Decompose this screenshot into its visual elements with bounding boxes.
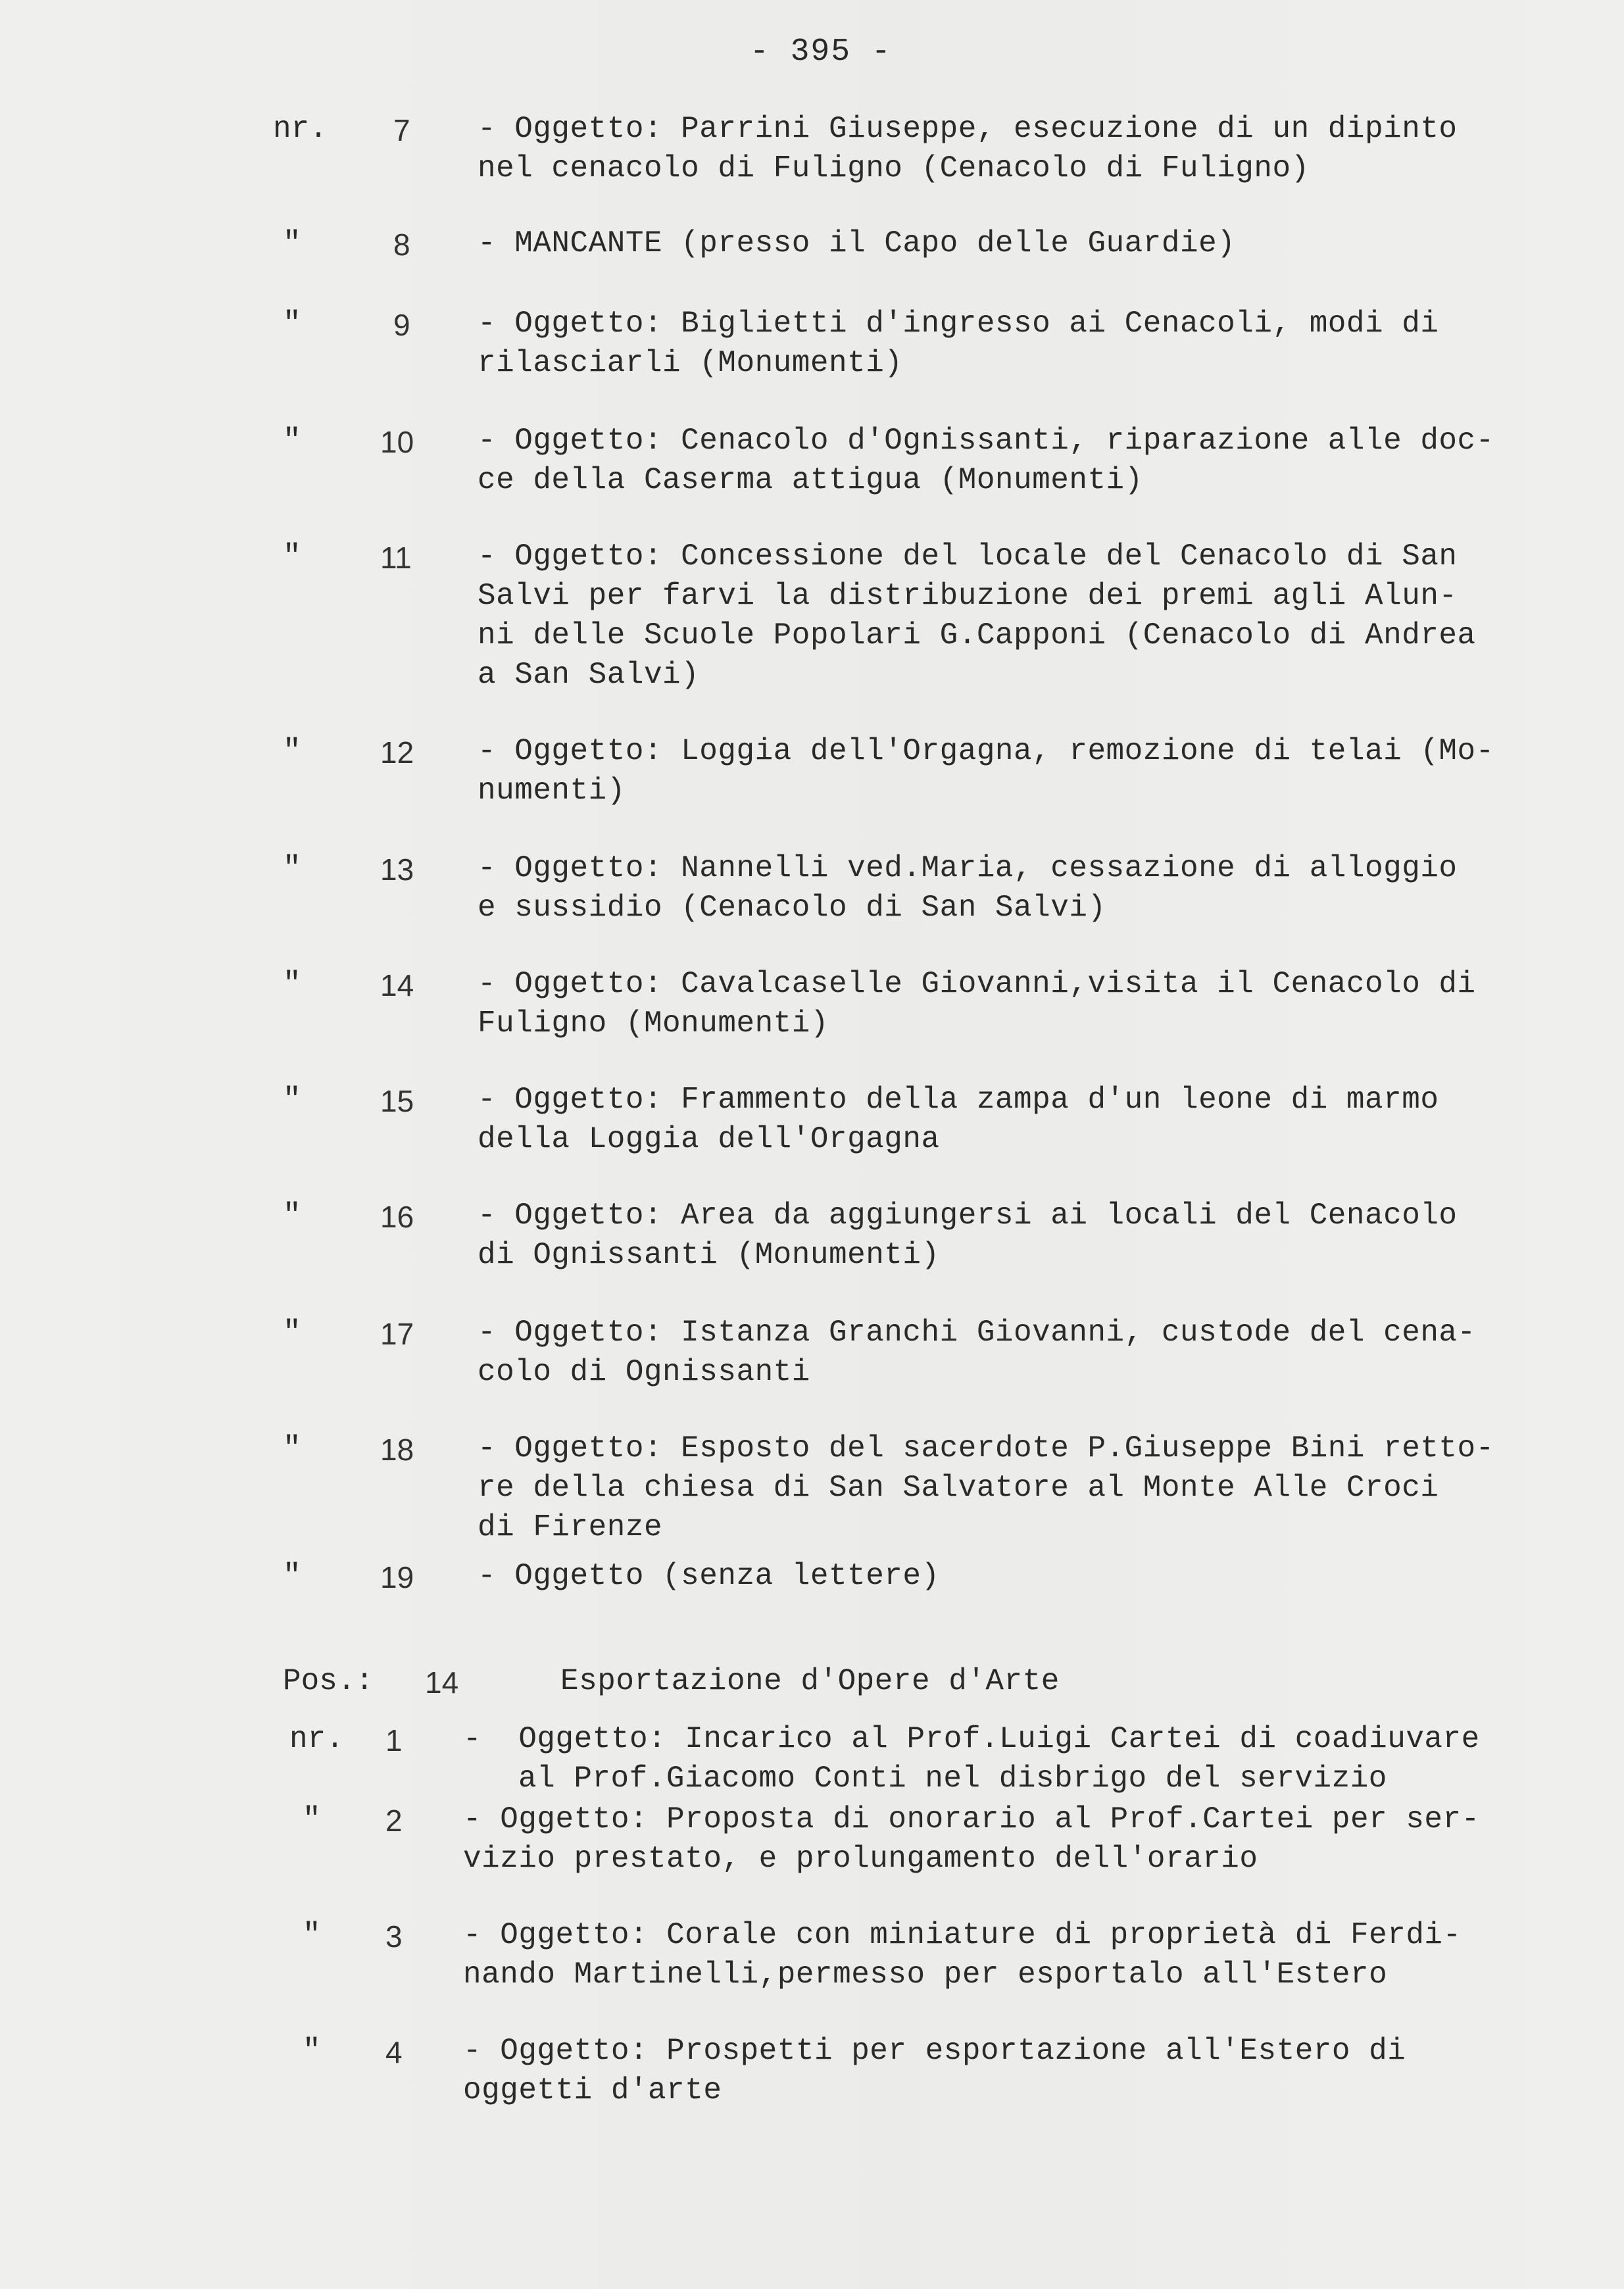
item-prefix: nr.: [289, 1722, 344, 1756]
item-line: - Oggetto: Incarico al Prof.Luigi Cartei di coadiuvare: [463, 1722, 1480, 1756]
item-line: re della chiesa di San Salvatore al Monte Alle Croci: [478, 1471, 1439, 1505]
item-number: 2: [385, 1804, 403, 1838]
item-number: 13: [380, 852, 414, 887]
item-line: - Oggetto: Proposta di onorario al Prof.Cartei per ser-: [463, 1802, 1480, 1836]
item-line: - MANCANTE (presso il Capo delle Guardie): [478, 226, 1236, 260]
item-line: - Oggetto: Esposto del sacerdote P.Giuseppe Bini retto-: [478, 1431, 1494, 1465]
item-prefix: ": [283, 1316, 301, 1350]
item-prefix: ": [283, 424, 301, 458]
item-line: - Oggetto: Frammento della zampa d'un leone di marmo: [478, 1083, 1439, 1117]
item-number: 14: [380, 968, 414, 1002]
heading-prefix: Pos.:: [283, 1664, 374, 1698]
item-line: nando Martinelli,permesso per esportalo all'Estero: [463, 1957, 1388, 1992]
item-line: - Oggetto: Corale con miniature di proprietà di Ferdi-: [463, 1918, 1462, 1952]
item-prefix: ": [283, 539, 301, 574]
item-line: nel cenacolo di Fuligno (Cenacolo di Fuligno): [478, 151, 1310, 185]
heading-title: Esportazione d'Opere d'Arte: [560, 1664, 1060, 1698]
item-prefix: ": [283, 1559, 301, 1593]
item-line: - Oggetto: Cavalcaselle Giovanni,visita il Cenacolo di: [478, 967, 1476, 1001]
item-prefix: ": [283, 1431, 301, 1465]
item-line: - Oggetto: Area da aggiungersi ai locali del Cenacolo: [478, 1198, 1458, 1233]
item-prefix: ": [283, 307, 301, 341]
item-line: di Ognissanti (Monumenti): [478, 1238, 940, 1272]
item-number: 7: [393, 113, 410, 147]
heading-number: 14: [425, 1665, 459, 1700]
item-line: Fuligno (Monumenti): [478, 1006, 829, 1041]
item-prefix: ": [303, 2034, 321, 2068]
item-prefix: ": [283, 734, 301, 768]
item-number: 8: [393, 228, 410, 262]
item-number: 17: [380, 1317, 414, 1351]
item-number: 16: [380, 1200, 414, 1234]
item-prefix: ": [303, 1918, 321, 1952]
item-number: 15: [380, 1084, 414, 1118]
item-line: ni delle Scuole Popolari G.Capponi (Cenacolo di Andrea: [478, 618, 1476, 652]
item-prefix: ": [283, 1083, 301, 1117]
item-line: vizio prestato, e prolungamento dell'orario: [463, 1842, 1258, 1876]
item-line: e sussidio (Cenacolo di San Salvi): [478, 891, 1106, 925]
item-line: ce della Caserma attigua (Monumenti): [478, 463, 1143, 497]
item-line: oggetti d'arte: [463, 2073, 722, 2107]
item-number: 11: [380, 541, 412, 575]
item-prefix: nr.: [273, 112, 328, 146]
item-prefix: ": [283, 851, 301, 885]
item-line: - Oggetto (senza lettere): [478, 1559, 940, 1593]
item-line: al Prof.Giacomo Conti nel disbrigo del servizio: [518, 1761, 1387, 1796]
item-number: 9: [393, 308, 410, 342]
item-number: 10: [380, 425, 414, 459]
item-number: 18: [380, 1433, 414, 1467]
item-prefix: ": [283, 1198, 301, 1233]
page-number: - 395 -: [750, 34, 892, 70]
item-line: a San Salvi): [478, 658, 700, 692]
item-line: colo di Ognissanti: [478, 1355, 810, 1389]
item-line: - Oggetto: Loggia dell'Orgagna, remozione di telai (Mo-: [478, 734, 1494, 768]
item-line: numenti): [478, 774, 626, 808]
item-number: 1: [385, 1723, 403, 1758]
item-line: - Oggetto: Nannelli ved.Maria, cessazione di alloggio: [478, 851, 1458, 885]
item-number: 3: [385, 1919, 403, 1954]
item-line: - Oggetto: Biglietti d'ingresso ai Cenacoli, modi di: [478, 307, 1439, 341]
item-line: - Oggetto: Parrini Giuseppe, esecuzione di un dipinto: [478, 112, 1458, 146]
item-prefix: ": [283, 967, 301, 1001]
item-line: di Firenze: [478, 1510, 663, 1544]
item-number: 12: [380, 735, 414, 770]
item-line: rilasciarli (Monumenti): [478, 346, 903, 380]
item-number: 19: [380, 1560, 414, 1594]
item-line: - Oggetto: Cenacolo d'Ognissanti, riparazione alle doc-: [478, 424, 1494, 458]
item-number: 4: [385, 2035, 403, 2069]
item-line: Salvi per farvi la distribuzione dei premi agli Alun-: [478, 579, 1458, 613]
item-prefix: ": [303, 1802, 321, 1836]
item-line: - Oggetto: Istanza Granchi Giovanni, custode del cena-: [478, 1316, 1476, 1350]
item-line: della Loggia dell'Orgagna: [478, 1122, 940, 1156]
item-line: - Oggetto: Concessione del locale del Cenacolo di San: [478, 539, 1458, 574]
item-line: - Oggetto: Prospetti per esportazione all'Estero di: [463, 2034, 1406, 2068]
item-prefix: ": [283, 226, 301, 260]
